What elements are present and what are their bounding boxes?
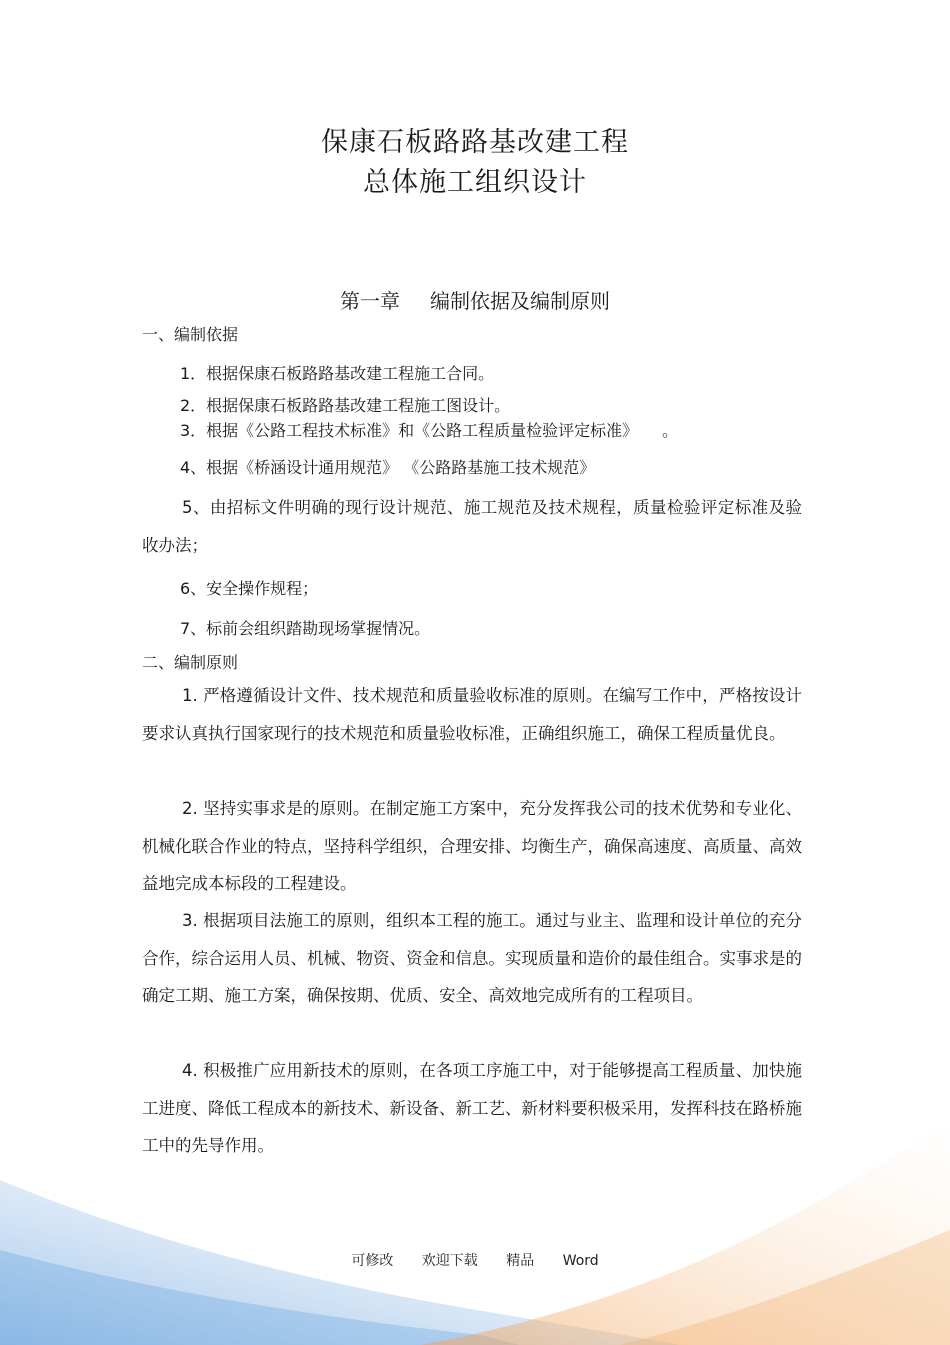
section-heading-basis: 一、编制依据	[142, 325, 239, 344]
chapter-heading	[0, 285, 950, 314]
footer-text-download: 欢迎下载	[421, 1253, 478, 1269]
chapter-number: 第一章	[340, 289, 400, 313]
basis-item-3: 3．根据《公路工程技术标准》和《公路工程质量检验评定标准》 。	[180, 421, 679, 440]
basis-item-1: 1．根据保康石板路路基改建工程施工合同。	[180, 364, 495, 383]
footer-text-editable: 可修改	[351, 1253, 394, 1269]
footer-text-quality: 精品	[506, 1253, 535, 1269]
basis-item-7: 7、标前会组织踏勘现场掌握情况。	[180, 619, 431, 638]
principle-paragraph-4: 4. 积极推广应用新技术的原则，在各项工序施工中，对于能够提高工程质量、加快施工进度、降低工程成本的新技术、新设备、新工艺、新材料要积极采用，发挥科技在路桥施工中的先导作用。	[142, 1061, 802, 1155]
document-title-line2: 总体施工组织设计	[363, 167, 587, 198]
basis-item-5: 5、由招标文件明确的现行设计规范、施工规范及技术规程，质量检验评定标准及验收办法；	[142, 498, 802, 555]
basis-item-4: 4、根据《桥涵设计通用规范》 《公路路基施工技术规范》	[180, 458, 596, 477]
principle-paragraph-3: 3. 根据项目法施工的原则，组织本工程的施工。通过与业主、监理和设计单位的充分合作，综合运用人员、机械、物资、资金和信息。实现质量和造价的最佳组合。实事求是的确定工期、施工方案，确保按期、优质、安全、高效地完成所有的工程项目。	[142, 911, 802, 1005]
page-footer	[0, 1250, 950, 1270]
section-heading-principles: 二、编制原则	[142, 653, 239, 672]
basis-item-2: 2．根据保康石板路路基改建工程施工图设计。	[180, 396, 511, 415]
basis-item-6: 6、安全操作规程；	[180, 579, 319, 598]
footer-text-word: Word	[562, 1253, 599, 1269]
principle-paragraph-2: 2. 坚持实事求是的原则。在制定施工方案中，充分发挥我公司的技术优势和专业化、机械化联合作业的特点，坚持科学组织，合理安排、均衡生产，确保高速度、高质量、高效益地完成本标段的工程建设。	[142, 799, 802, 893]
document-title-line1: 保康石板路路基改建工程	[321, 127, 629, 158]
principle-paragraph-1: 1. 严格遵循设计文件、技术规范和质量验收标准的原则。在编写工作中，严格按设计要求认真执行国家现行的技术规范和质量验收标准，正确组织施工，确保工程质量优良。	[142, 686, 802, 743]
chapter-title: 编制依据及编制原则	[430, 289, 610, 313]
